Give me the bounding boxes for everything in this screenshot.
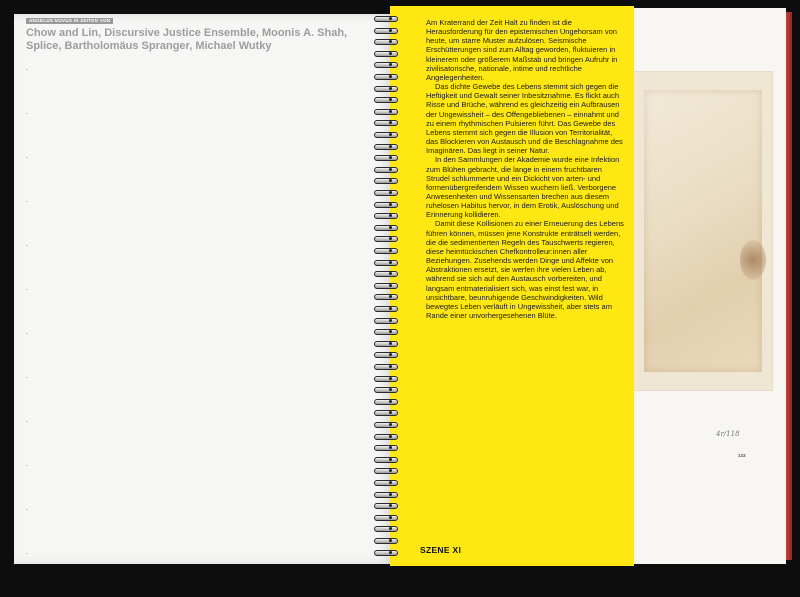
binding-coil (371, 248, 399, 253)
binding-coil (371, 51, 399, 56)
binding-coil (371, 352, 399, 357)
binding-coil (371, 364, 399, 369)
binding-coil (371, 28, 399, 33)
binding-coil (371, 283, 399, 288)
binding-coil (371, 492, 399, 497)
binding-coil (371, 109, 399, 114)
binding-coil (371, 120, 399, 125)
section-tag: ANGELUS NOVUS IN ZEITEN VON (26, 18, 113, 24)
binding-coil (371, 550, 399, 555)
paragraph: Das dichte Gewebe des Lebens stemmt sich gegen die Heftigkeit und Gewalt seiner Inbesitznahme. Es flickt auch Risse und Brüche, während es gleichzeitig ein Aufbrausen der Ungewissheit – des Offengebliebenen – einnahmt und zu einem rhythmischen Pulsieren führt. Das Gewebe des Lebens stemmt sich gegen die Illusion von Territorialität, das Blockieren von Austausch und die Beschlagnahme des Imaginären. Das liegt in seiner Natur. (426, 82, 623, 156)
binding-coil (371, 155, 399, 160)
binding-coil (371, 225, 399, 230)
artwork-paper (644, 90, 762, 372)
binding-coil (371, 422, 399, 427)
binding-coil (371, 468, 399, 473)
spiral-binding (371, 16, 401, 562)
binding-coil (371, 236, 399, 241)
binding-coil (371, 271, 399, 276)
insert-body-text (426, 18, 626, 320)
binding-coil (371, 329, 399, 334)
binding-coil (371, 457, 399, 462)
binding-coil (371, 132, 399, 137)
scene-label: SZENE XI (420, 545, 462, 555)
artwork-stain (740, 240, 766, 280)
binding-coil (371, 434, 399, 439)
margin-dots (26, 69, 28, 597)
binding-coil (371, 526, 399, 531)
paragraph: In den Sammlungen der Akademie wurde eine Infektion zum Blühen gebracht, die lange in einem fruchtbaren Strudel schlummerte und ein Dickicht von arten- und formenübergreifendem Wissen wuchern ließ. Verborgene Anwesenheiten und Wissensarten brechen aus diesem ruhelosen Habitus hervor, in dem Erotik, Auslöschung und Erinnerung kollidieren. (426, 155, 620, 220)
binding-coil (371, 410, 399, 415)
binding-coil (371, 294, 399, 299)
page-edge (786, 12, 792, 560)
binding-coil (371, 515, 399, 520)
binding-coil (371, 445, 399, 450)
binding-coil (371, 97, 399, 102)
binding-coil (371, 202, 399, 207)
binding-coil (371, 503, 399, 508)
artwork-annotation: 4r/118 (716, 430, 740, 438)
binding-coil (371, 538, 399, 543)
binding-coil (371, 39, 399, 44)
binding-coil (371, 341, 399, 346)
binding-coil (371, 306, 399, 311)
binding-coil (371, 144, 399, 149)
left-page (14, 14, 392, 564)
artwork-image (632, 72, 772, 390)
binding-coil (371, 376, 399, 381)
binding-coil (371, 178, 399, 183)
binding-coil (371, 190, 399, 195)
binding-coil (371, 260, 399, 265)
binding-coil (371, 318, 399, 323)
paragraph: Am Kraterrand der Zeit Halt zu finden ist die Herausforderung für den epistemischen Ungehorsam von heute, um starre Muster aufzulösen. Seismische Erschütterungen sind zum Alltag geworden, fluktuieren in kleinerem oder größerem Maßstab und bringen Aufruhr in zivilisatorische, nationale, intime und rechtliche Angelegenheiten. (426, 18, 618, 82)
binding-coil (371, 399, 399, 404)
binding-coil (371, 213, 399, 218)
page-number: 133 (738, 453, 746, 458)
binding-coil (371, 480, 399, 485)
binding-coil (371, 62, 399, 67)
paragraph: Damit diese Kollisionen zu einer Erneuerung des Lebens führen können, müssen jene Konstrukte enträtselt werden, die die sedimentierten Regeln des Tauschwerts regieren, diese heimtückischen Chefkontrolleur:innen aller Beziehungen. Zusehends werden Dinge und Affekte von Abstraktionen ersetzt, sie werfen ihre vielen Leben ab, während sie sich auf den Austausch vorbereiten, und langsam entmaterialisiert sich, was einst fest war, in unsichtbare, beunruhigende Geschwindigkeiten. Wild bewegtes Leben verläuft in Ungewissheit, aber stets am Rande einer unvorhergesehenen Blüte. (426, 219, 624, 320)
binding-coil (371, 74, 399, 79)
contributor-names: Chow and Lin, Discursive Justice Ensemble, Moonis A. Shah, Splice, Bartholomäus Spranger, Michael Wutky (26, 27, 348, 52)
binding-coil (371, 387, 399, 392)
binding-coil (371, 86, 399, 91)
binding-coil (371, 16, 399, 21)
binding-coil (371, 167, 399, 172)
